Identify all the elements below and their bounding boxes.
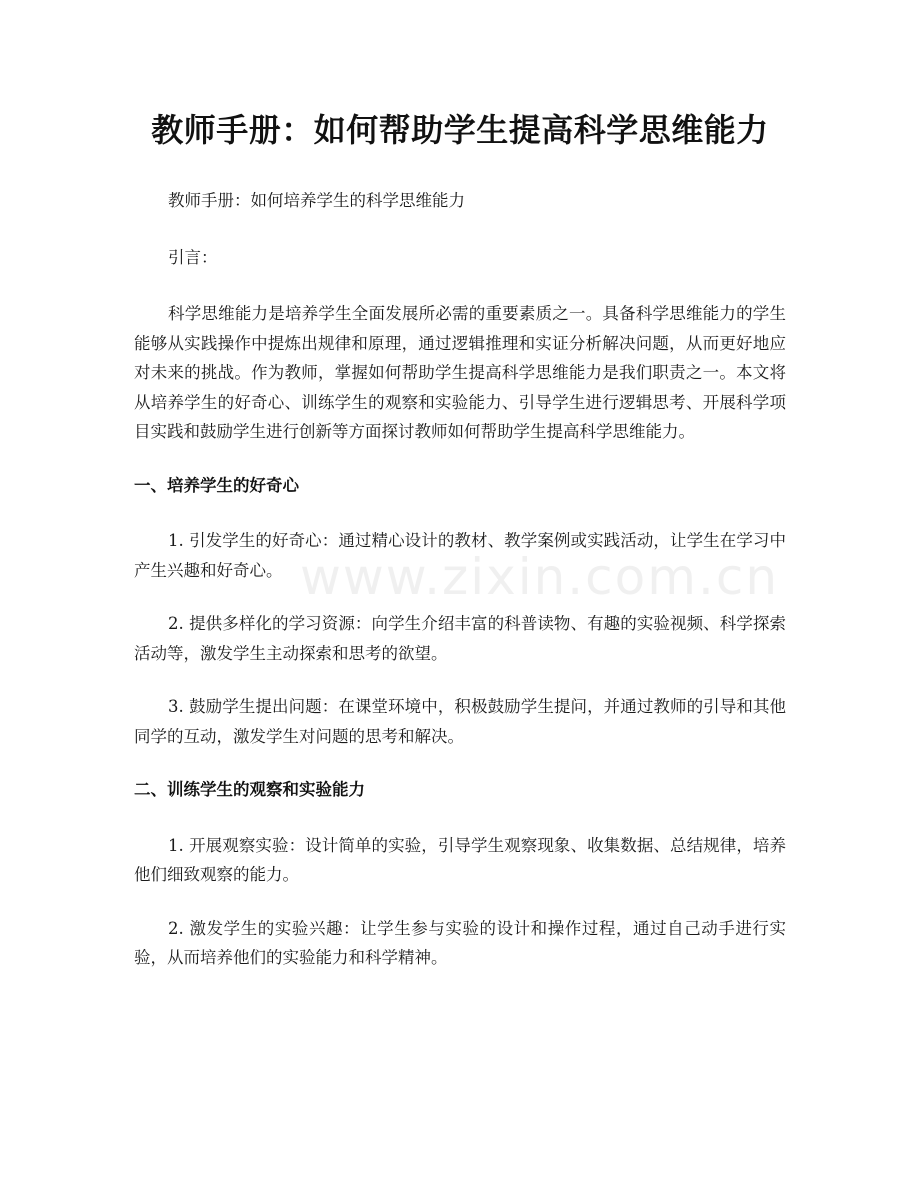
list-item: 2. 提供多样化的学习资源：向学生介绍丰富的科普读物、有趣的实验视频、科学探索活动等，激发学生主动探索和思考的欲望。: [134, 614, 786, 663]
list-item: 2. 激发学生的实验兴趣：让学生参与实验的设计和操作过程，通过自己动手进行实验，从而培养他们的实验能力和科学精神。: [134, 918, 786, 967]
document-title: 教师手册：如何帮助学生提高科学思维能力: [151, 111, 769, 149]
list-item: 1. 引发学生的好奇心：通过精心设计的教材、教学案例或实践活动，让学生在学习中产生兴趣和好奇心。: [134, 531, 786, 580]
intro-paragraph: 科学思维能力是培养学生全面发展所必需的重要素质之一。具备科学思维能力的学生能够从实践操作中提炼出规律和原理，通过逻辑推理和实证分析解决问题，从而更好地应对未来的挑战。作为教师，掌握如何帮助学生提高科学思维能力是我们职责之一。本文将从培养学生的好奇心、训练学生的观察和实验能力、引导学生进行逻辑思考、开展科学项目实践和鼓励学生进行创新等方面探讨教师如何帮助学生提高科学思维能力。: [134, 304, 786, 441]
document-body: [134, 186, 786, 997]
section-heading: 一、培养学生的好奇心: [134, 475, 299, 495]
section-heading: 二、训练学生的观察和实验能力: [134, 780, 365, 799]
list-item: 1. 开展观察实验：设计简单的实验，引导学生观察现象、收集数据、总结规律，培养他们细致观察的能力。: [134, 835, 786, 884]
subtitle-paragraph: 教师手册：如何培养学生的科学思维能力: [168, 191, 465, 210]
intro-label: 引言：: [168, 247, 218, 267]
watermark: www.zixin.com.cn: [300, 548, 780, 606]
list-item: 3. 鼓励学生提出问题：在课堂环境中，积极鼓励学生提问，并通过教师的引导和其他同学的互动，激发学生对问题的思考和解决。: [134, 697, 786, 746]
